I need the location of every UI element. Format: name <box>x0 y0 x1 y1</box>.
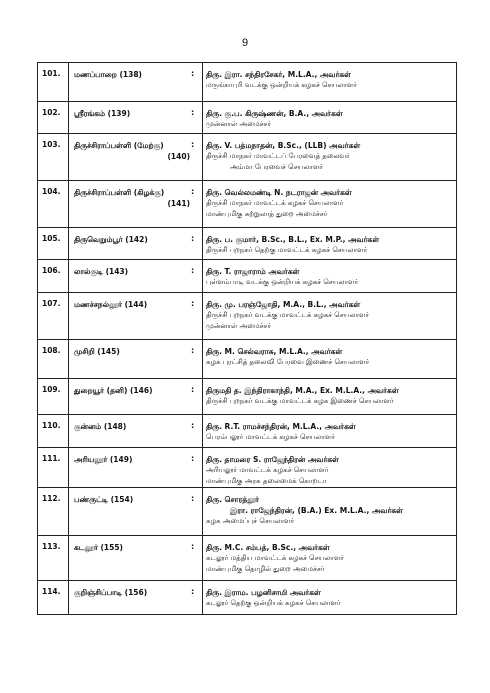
table-row <box>37 63 457 102</box>
candidate-designation: மாண்புமிகு தொழில் துறை அமைச்சர் <box>206 565 325 573</box>
candidate-designation: கடலூர் தெற்கு ஒன்றியக் கழகச் செயலாளர் <box>206 599 341 607</box>
column-divider <box>202 340 203 378</box>
candidate-designation: அரியலூர் மாவட்டக் கழகச் செயலாளர் <box>206 466 329 474</box>
constituency-name <box>69 415 198 432</box>
candidate-info <box>206 293 452 332</box>
table-row <box>37 415 457 448</box>
candidate-designation: திருச்சி புறநகர் தெற்கு மாவட்டக் கழகச் செயலாளர் <box>206 246 368 254</box>
table-row <box>37 340 457 379</box>
table-row <box>37 102 457 134</box>
colon-separator: : <box>191 69 195 78</box>
candidate-name: திரு. கு.ப. கிருஷ்ணன், B.A., அவர்கள் <box>206 109 343 118</box>
candidate-info <box>206 181 452 220</box>
constituency-label: முசிறி (145) <box>74 347 120 356</box>
table-row <box>37 536 457 581</box>
row-number: 104. <box>38 181 69 227</box>
row-number: 102. <box>38 102 69 133</box>
table-row <box>37 581 457 615</box>
constituency-label: மணப்பாறை (138) <box>74 70 142 79</box>
constituency-label: குன்னம் (148) <box>74 422 127 431</box>
row-number: 110. <box>38 415 69 447</box>
constituency-label: திருச்சிராப்பள்ளி (மேற்கு) <box>74 141 164 150</box>
candidate-designation: கழக அமைப்புச் செயலாளர் <box>206 517 295 525</box>
colon-separator: : <box>191 266 195 275</box>
colon-separator: : <box>191 542 195 551</box>
colon-separator: : <box>191 187 195 196</box>
candidate-designation: கடலூர் மத்திய மாவட்டக் கழகச் செயலாளர் <box>206 554 344 562</box>
row-number: 105. <box>38 228 69 259</box>
column-divider <box>202 536 203 580</box>
constituency-label: மணச்சநல்லூர் (144) <box>74 300 148 309</box>
candidate-info <box>206 102 452 130</box>
colon-separator: : <box>191 494 195 503</box>
colon-separator: : <box>191 385 195 394</box>
table-row <box>37 260 457 293</box>
constituency-label: அரியலூர் (149) <box>74 455 133 464</box>
candidate-info <box>206 415 452 443</box>
page-number: 9 <box>241 37 249 49</box>
constituency-name <box>69 340 198 357</box>
candidate-info <box>206 134 452 173</box>
colon-separator: : <box>191 346 195 355</box>
constituency-name <box>69 379 198 396</box>
table-row <box>37 448 457 488</box>
candidate-designation: மாண்புமிகு சுற்றுலாத் துறை அமைச்சர் <box>206 210 328 218</box>
candidate-info <box>206 379 452 407</box>
candidate-name: திரு. மு. பரஞ்ஜோதி, M.A., B.L., அவர்கள் <box>206 300 361 309</box>
row-number: 111. <box>38 448 69 487</box>
row-number: 106. <box>38 260 69 292</box>
column-divider <box>202 63 203 101</box>
constituency-name <box>69 102 198 119</box>
candidate-name: திரு. வெல்லமண்டி N. நடராஜன் அவர்கள் <box>206 188 352 197</box>
column-divider <box>202 293 203 339</box>
constituency-name <box>69 581 198 598</box>
constituency-label: திருவெறும்பூர் (142) <box>74 235 148 244</box>
candidate-name-cont: இரா. ராஜேந்திரன், (B.A.) Ex. M.L.A., அவர்கள் <box>230 506 403 515</box>
column-divider <box>202 448 203 487</box>
column-divider <box>202 181 203 227</box>
candidate-designation: அம்மா பேரவைச் செயலாளர் <box>230 163 323 171</box>
candidate-designation: முன்னாள் அமைச்சர் <box>206 120 271 128</box>
row-number: 101. <box>38 63 69 101</box>
table-row <box>37 293 457 340</box>
row-number: 113. <box>38 536 69 580</box>
constituency-name <box>69 260 198 277</box>
constituency-label: ஸ்ரீரங்கம் (139) <box>74 109 131 118</box>
candidate-name: திருமதி த. இந்திராகாந்தி, M.A., Ex. M.L.A., அவர்கள் <box>206 386 399 395</box>
candidate-name: திரு. M. செல்வராசு, M.L.A., அவர்கள் <box>206 347 343 356</box>
constituency-name <box>69 181 198 209</box>
row-number: 112. <box>38 488 69 535</box>
candidate-designation: திருச்சி புறநகர் வடக்கு மாவட்டக் கழகச் செயலாளர் <box>206 311 370 319</box>
colon-separator: : <box>191 299 195 308</box>
constituency-name <box>69 448 198 465</box>
candidate-name: திரு. சொரத்தூர் <box>206 495 260 504</box>
constituency-label: குறிஞ்சிப்பாடி (156) <box>74 588 148 597</box>
constituency-name <box>69 536 198 553</box>
constituency-label: பண்ருட்டி (154) <box>74 495 134 504</box>
constituency-label: திருச்சிராப்பள்ளி (கிழக்கு) <box>74 188 165 197</box>
column-divider <box>202 488 203 535</box>
row-number: 108. <box>38 340 69 378</box>
constituency-name <box>69 134 198 162</box>
candidate-name: திரு. ப. குமார், B.Sc., B.L., Ex. M.P., அவர்கள் <box>206 235 380 244</box>
candidate-table <box>37 62 457 615</box>
candidate-designation: திருச்சி மாநகர் மாவட்டப் பேரவைத் தலைவர் <box>206 152 350 160</box>
constituency-number: (141) <box>167 199 190 208</box>
candidate-name: திரு. T. ராஜாராம் அவர்கள் <box>206 267 300 276</box>
constituency-name <box>69 293 198 310</box>
colon-separator: : <box>191 587 195 596</box>
candidate-name: திரு. V. பத்மநாதன், B.Sc., (LLB) அவர்கள் <box>206 141 361 150</box>
table-row <box>37 379 457 415</box>
candidate-designation: புள்ளம்பாடி வடக்கு ஒன்றியக் கழகச் செயலாளர் <box>206 278 359 286</box>
constituency-name <box>69 228 198 245</box>
row-number: 103. <box>38 134 69 180</box>
column-divider <box>202 102 203 133</box>
table-row <box>37 228 457 260</box>
constituency-label: துறையூர் (தனி) (146) <box>74 386 153 395</box>
column-divider <box>202 134 203 180</box>
candidate-designation: திருச்சி புறநகர் வடக்கு மாவட்டக் கழக இணைச் செயலாளர் <box>206 397 394 405</box>
table-row <box>37 181 457 228</box>
candidate-designation: மாண்புமிகு அரசு தலைமைக் கொறடா <box>206 477 327 485</box>
constituency-name <box>69 63 198 80</box>
candidate-info <box>206 536 452 575</box>
candidate-name: திரு. R.T. ராமச்சந்திரன், M.L.A., அவர்கள் <box>206 422 356 431</box>
colon-separator: : <box>191 454 195 463</box>
colon-separator: : <box>191 421 195 430</box>
candidate-name: திரு. தாமரை S. ராஜேந்திரன் அவர்கள் <box>206 455 339 464</box>
column-divider <box>202 260 203 292</box>
candidate-info <box>206 340 452 368</box>
candidate-designation: முன்னாள் அமைச்சர் <box>206 322 271 330</box>
candidate-info <box>206 228 452 256</box>
candidate-info <box>206 581 452 609</box>
column-divider <box>202 581 203 614</box>
row-number: 109. <box>38 379 69 414</box>
colon-separator: : <box>191 108 195 117</box>
constituency-name <box>69 488 198 505</box>
column-divider <box>202 228 203 259</box>
candidate-name: திரு. M.C. சம்பத், B.Sc., அவர்கள் <box>206 543 330 552</box>
candidate-info <box>206 260 452 288</box>
column-divider <box>202 415 203 447</box>
row-number: 114. <box>38 581 69 614</box>
column-divider <box>202 379 203 414</box>
candidate-designation: மருங்காபுரி வடக்கு ஒன்றியக் கழகச் செயலாளர் <box>206 81 357 89</box>
colon-separator: : <box>191 234 195 243</box>
constituency-number: (140) <box>167 152 190 161</box>
constituency-label: கடலூர் (155) <box>74 543 123 552</box>
constituency-label: லால்குடி (143) <box>74 267 129 276</box>
candidate-name: திரு. இராம. பழனிசாமி அவர்கள் <box>206 588 321 597</box>
table-row <box>37 134 457 181</box>
row-number: 107. <box>38 293 69 339</box>
candidate-designation: பெரம்பலூர் மாவட்டக் கழகச் செயலாளர் <box>206 433 335 441</box>
candidate-info <box>206 488 452 527</box>
colon-separator: : <box>191 140 195 149</box>
candidate-name: திரு. இரா. சந்திரசேகர், M.L.A., அவர்கள் <box>206 70 351 79</box>
table-row <box>37 488 457 536</box>
candidate-info <box>206 448 452 487</box>
candidate-designation: திருச்சி மாநகர் மாவட்டக் கழகச் செயலாளர் <box>206 199 344 207</box>
candidate-info <box>206 63 452 91</box>
candidate-designation: கழக புரட்சித் தலைவி பேரவை இணைச் செயலாளர் <box>206 358 370 366</box>
